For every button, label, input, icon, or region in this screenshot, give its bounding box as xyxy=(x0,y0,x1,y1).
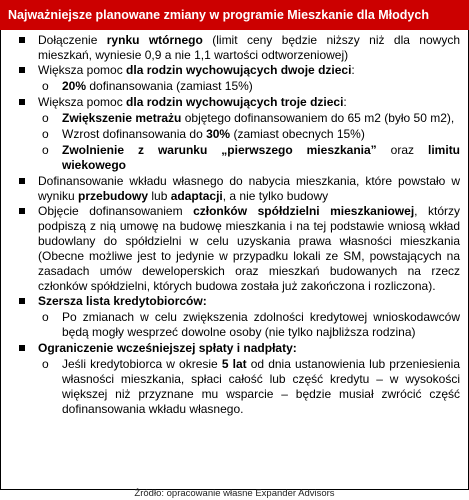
sublist-item: o Po zmianach w celu zwiększenia zdolności kredytowej wnioskodawców będą mogły wesprzeć dowolne osoby (nie tylko najbliższa rodzina) xyxy=(42,310,460,340)
page-title xyxy=(0,0,469,30)
sublist-item: o Wzrost dofinansowania do 30% (zamiast obecnych 15%) xyxy=(42,127,460,142)
sublist-borrowers xyxy=(38,310,460,340)
list-item-rebuild-adaptation: Dofinansowanie wkładu własnego do nabycia mieszkania, które powstało w wyniku przebudowy lub adaptacji, a nie tylko budowy xyxy=(19,174,460,204)
list-item-early-repayment: Ograniczenie wcześniejszej spłaty i nadpłaty: o Jeśli kredytobiorca w okresie 5 lat od dnia ustanowienia lub przeniesienia własności mieszkania, spłaci całość lub część kredytu – w wysokości większej niż przyznane mu wsparcie – będzie musiał zwrócić część dofinansowania wkładu własnego. xyxy=(19,341,460,417)
sublist-item: o 20% dofinansowania (zamiast 15%) xyxy=(42,79,460,94)
sublist-early-repayment xyxy=(38,357,460,417)
sublist-item: o Jeśli kredytobiorca w okresie 5 lat od dnia ustanowienia lub przeniesienia własności mieszkania, spłaci całość lub część kredytu – w wysokości większej niż przyznane mu wsparcie – będzie musiał zwrócić część dofinansowania wkładu własnego. xyxy=(42,357,460,417)
list-item-three-children: Większa pomoc dla rodzin wychowujących troje dzieci: o Zwiększenie metrażu objętego dofinansowaniem do 65 m2 (było 50 m2), o Wzrost dofinansowania do 30% (zamiast obecnych 15%) o Zwolnienie z warunku „pierwszego mieszkania” oraz limitu wiekowego xyxy=(19,95,460,173)
changes-list xyxy=(19,33,460,417)
list-item-borrowers: Szersza lista kredytobiorców: o Po zmianach w celu zwiększenia zdolności kredytowej wnioskodawców będą mogły wesprzeć dowolne osoby (nie tylko najbliższa rodzina) xyxy=(19,294,460,340)
sublist-two-children xyxy=(38,79,460,94)
page-title-text: Najważniejsze planowane zmiany w programie Mieszkanie dla Młodych xyxy=(8,8,429,22)
sublist-item: o Zwolnienie z warunku „pierwszego mieszkania” oraz limitu wiekowego xyxy=(42,143,460,173)
sublist-item: o Zwiększenie metrażu objętego dofinansowaniem do 65 m2 (było 50 m2), xyxy=(42,111,460,126)
list-item-secondary-market: Dołączenie rynku wtórnego (limit ceny będzie niższy niż dla nowych mieszkań, wyniesie 0,9 a nie 1,1 wartości odtworzeniowej) xyxy=(19,33,460,63)
list-item-cooperative-members: Objęcie dofinansowaniem członków spółdzielni mieszkaniowej, którzy podpiszą z nią umowę na budowę mieszkania i na tej podstawie wniosą wkład budowlany do spółdzielni w celu uzyskania prawa własności mieszkania (Obecne możliwe jest to jedynie w przypadku lokali ze SM, powstających na zasadach umów deweloperskich oraz mieszkań budowanych na rzecz członków spółdzielni, których budowa została już zakończona i rozliczona). xyxy=(19,204,460,294)
changes-list-box xyxy=(0,30,469,490)
sublist-three-children xyxy=(38,111,460,173)
list-item-two-children: Większa pomoc dla rodzin wychowujących dwoje dzieci: o 20% dofinansowania (zamiast 15%) xyxy=(19,63,460,94)
source-note: Źródło: opracowanie własne Expander Advisors xyxy=(134,488,335,499)
